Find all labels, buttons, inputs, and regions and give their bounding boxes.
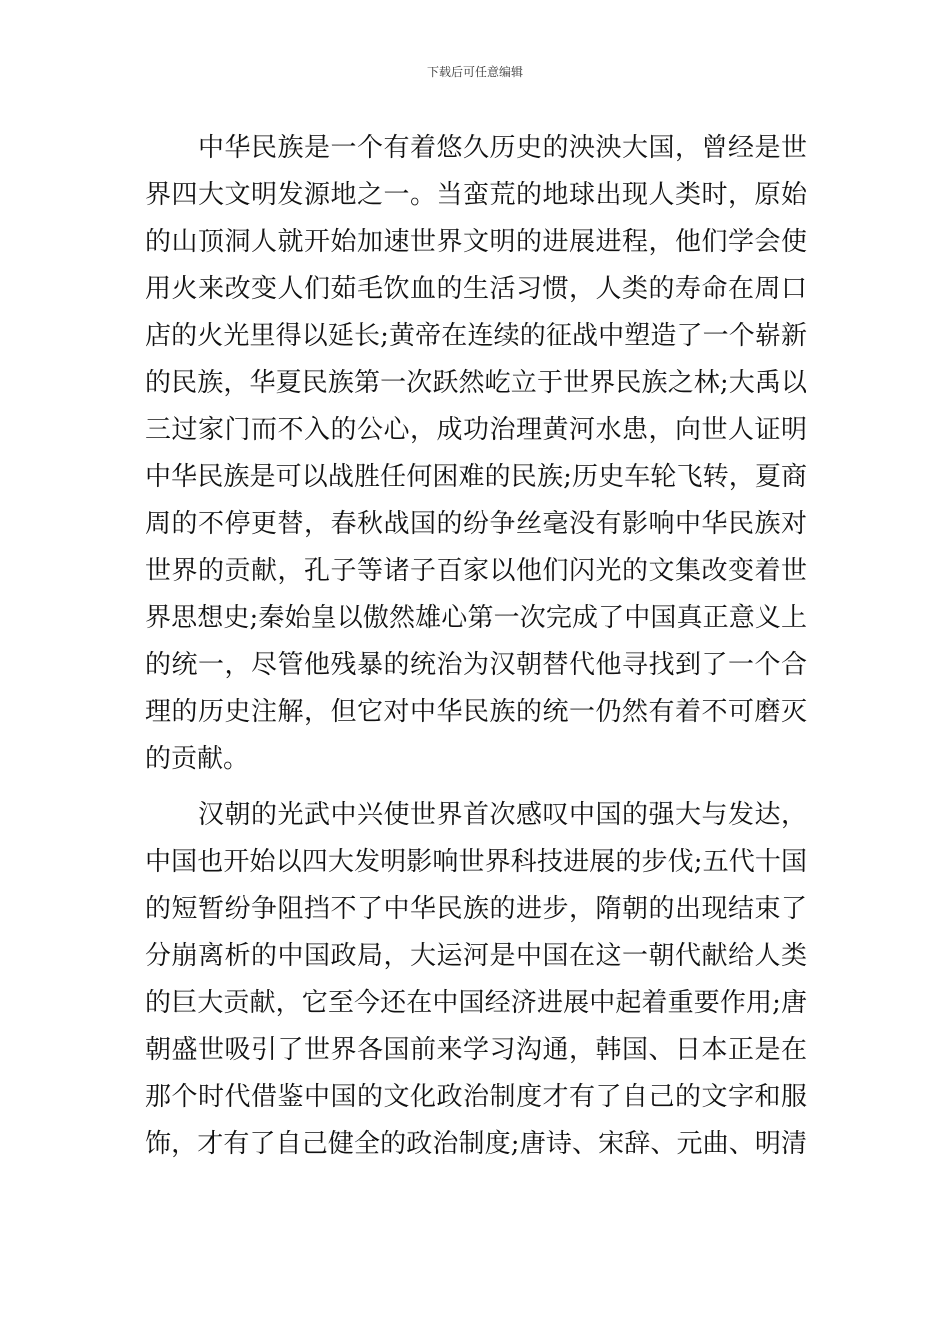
text-line: 三过家门而不入的公心，成功治理黄河水患，向世人证明	[145, 415, 807, 445]
text-line: 的民族，华夏民族第一次跃然屹立于世界民族之林;大禹以	[145, 368, 807, 398]
page-header: 下载后可任意编辑	[426, 65, 523, 79]
text-line: 界四大文明发源地之一。当蛮荒的地球出现人类时，原始	[145, 180, 807, 210]
text-line: 用火来改变人们茹毛饮血的生活习惯，人类的寿命在周口	[145, 274, 807, 304]
text-line: 的统一，尽管他残暴的统治为汉朝替代他寻找到了一个合	[145, 650, 807, 680]
text-line: 朝盛世吸引了世界各国前来学习沟通，韩国、日本正是在	[145, 1035, 807, 1065]
text-line: 那个时代借鉴中国的文化政治制度才有了自己的文字和服	[145, 1082, 807, 1112]
text-line: 中华民族是一个有着悠久历史的泱泱大国，曾经是世	[198, 133, 807, 163]
text-line: 的山顶洞人就开始加速世界文明的进展进程，他们学会使	[145, 227, 807, 257]
document-body	[145, 125, 807, 1168]
text-line: 理的历史注解，但它对中华民族的统一仍然有着不可磨灭	[145, 697, 807, 727]
paragraph	[145, 792, 807, 1168]
text-line: 世界的贡献，孔子等诸子百家以他们闪光的文集改变着世	[145, 556, 807, 586]
text-line: 分崩离析的中国政局，大运河是中国在这一朝代献给人类	[145, 941, 807, 971]
text-line: 周的不停更替，春秋战国的纷争丝毫没有影响中华民族对	[145, 509, 807, 539]
text-line: 店的火光里得以延长;黄帝在连续的征战中塑造了一个崭新	[145, 321, 807, 351]
text-line: 中国也开始以四大发明影响世界科技进展的步伐;五代十国	[145, 847, 807, 877]
text-line: 中华民族是可以战胜任何困难的民族;历史车轮飞转，夏商	[145, 462, 807, 492]
text-line: 的短暂纷争阻挡不了中华民族的进步，隋朝的出现结束了	[145, 894, 807, 924]
paragraph-spacer	[145, 783, 807, 792]
text-line: 的贡献。	[145, 744, 250, 774]
text-line: 饰，才有了自己健全的政治制度;唐诗、宋辞、元曲、明清	[145, 1129, 807, 1159]
text-line: 的巨大贡献，它至今还在中国经济进展中起着重要作用;唐	[145, 988, 807, 1018]
paragraph	[145, 125, 807, 783]
text-line: 汉朝的光武中兴使世界首次感叹中国的强大与发达，	[198, 800, 807, 830]
text-line: 界思想史;秦始皇以傲然雄心第一次完成了中国真正意义上	[145, 603, 807, 633]
